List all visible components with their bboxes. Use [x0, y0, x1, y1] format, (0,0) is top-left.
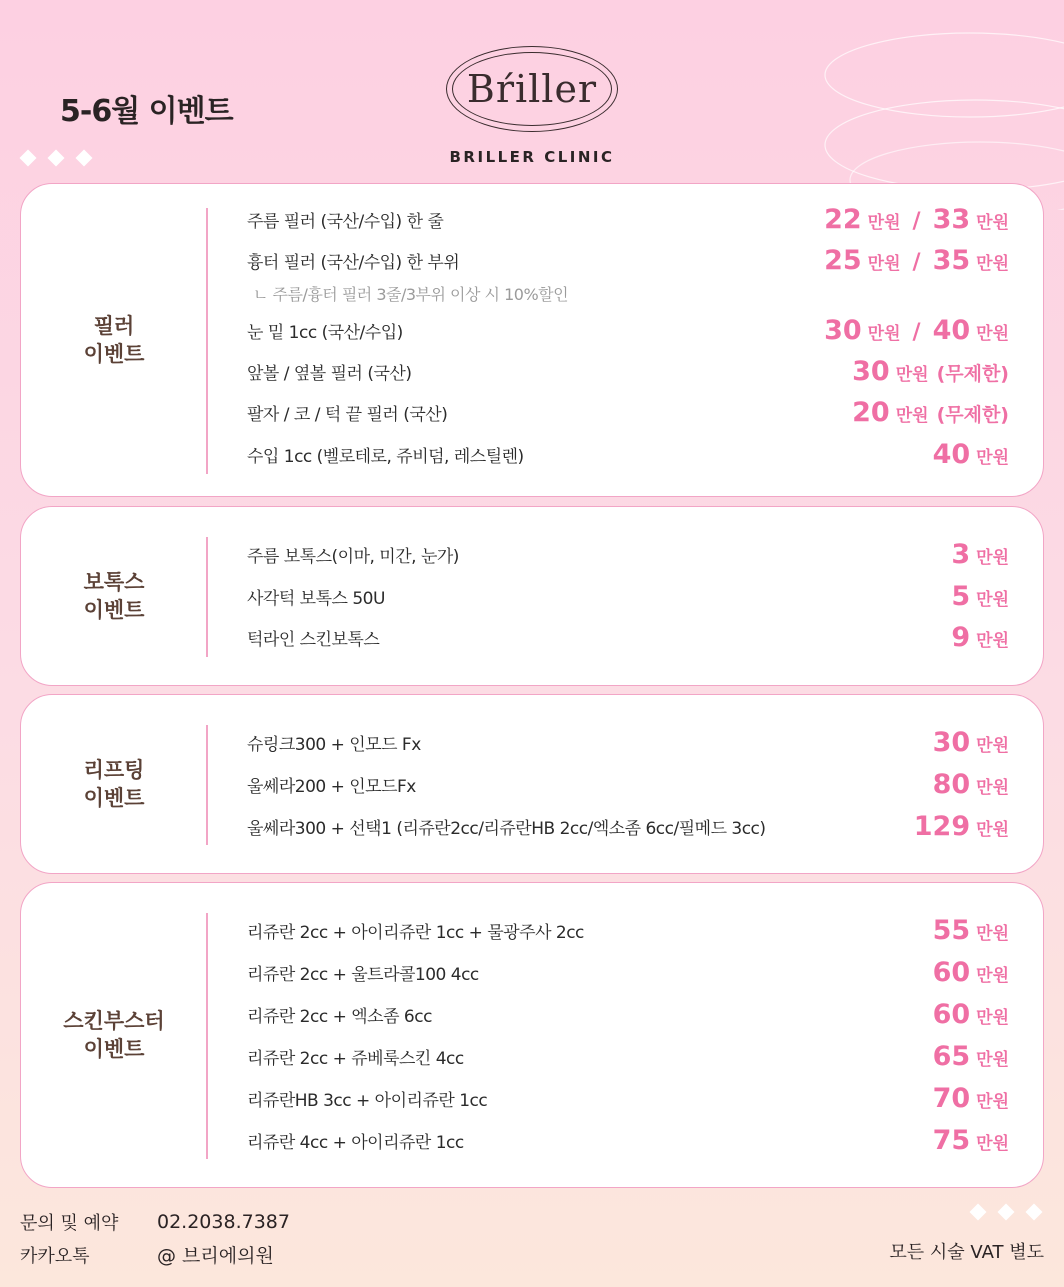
- price-value: 22: [824, 203, 862, 235]
- price-value: 5: [951, 580, 971, 612]
- price-row: [247, 769, 1009, 799]
- price-row: [247, 539, 1009, 569]
- price: [933, 727, 1009, 758]
- price-row: [247, 356, 1009, 386]
- price-unit: 만원: [976, 630, 1009, 651]
- price: [852, 356, 1009, 387]
- price-row: [247, 915, 1009, 945]
- price-value: 40: [932, 314, 971, 346]
- price: [933, 999, 1009, 1030]
- divider: [206, 537, 208, 657]
- price-row: [247, 1125, 1009, 1155]
- treatment-name: 주름 보톡스(이마, 미간, 눈가): [247, 546, 459, 567]
- treatment-name: 사각턱 보톡스 50U: [247, 588, 385, 609]
- price-unit: 만원: [976, 777, 1009, 798]
- diamond-icon: [970, 1204, 987, 1221]
- treatment-name: 팔자 / 코 / 턱 끝 필러 (국산): [247, 404, 448, 425]
- price: [933, 1041, 1009, 1072]
- price-row: [247, 245, 1009, 275]
- price: [933, 439, 1009, 470]
- section-label: [21, 756, 207, 812]
- price-separator: /: [912, 208, 921, 234]
- diamond-icon: [1026, 1204, 1043, 1221]
- section-label-line: 스킨부스터: [63, 1009, 165, 1033]
- divider: [206, 208, 208, 474]
- price-unit: 만원: [976, 735, 1009, 756]
- section-label: [21, 312, 207, 368]
- price-unit: 만원: [976, 547, 1009, 568]
- price-row: [247, 315, 1009, 345]
- logo-text: Bŕiller: [466, 67, 598, 111]
- price-value: 30: [852, 355, 890, 387]
- price-row: [247, 439, 1009, 469]
- price-row: [247, 727, 1009, 757]
- clinic-name: BRILLER CLINIC: [449, 148, 615, 166]
- price-row: [247, 957, 1009, 987]
- price-unit: 만원: [976, 923, 1009, 944]
- price: [914, 811, 1009, 842]
- event-card: [20, 882, 1044, 1188]
- price-row: [247, 622, 1009, 652]
- price: [824, 245, 1009, 276]
- treatment-name: 주름 필러 (국산/수입) 한 줄: [247, 211, 444, 232]
- event-card: [20, 694, 1044, 874]
- clinic-logo: [446, 46, 618, 132]
- section-label-line: 이벤트: [83, 342, 145, 366]
- price-value: 129: [913, 810, 971, 842]
- price-unit: 만원: [976, 1049, 1009, 1070]
- price-value: 33: [932, 203, 971, 235]
- price-unit: 만원: [976, 1133, 1009, 1154]
- contact-info: [20, 1205, 290, 1271]
- event-card: [20, 506, 1044, 686]
- price-unit: 만원: [867, 212, 901, 233]
- price: [951, 622, 1009, 653]
- treatment-name: 앞볼 / 옆볼 필러 (국산): [247, 363, 412, 384]
- kakao-label: 카카오톡: [20, 1245, 90, 1267]
- price: [852, 397, 1009, 428]
- price-value: 80: [932, 768, 971, 800]
- price-value: 3: [951, 538, 971, 570]
- price: [933, 957, 1009, 988]
- price-row: [247, 397, 1009, 427]
- price: [933, 1083, 1009, 1114]
- price-value: 20: [852, 396, 890, 428]
- price-unit: 만원: [976, 1091, 1009, 1112]
- price-unit: 만원: [867, 323, 901, 344]
- price-value: 35: [932, 244, 971, 276]
- diamond-icon: [998, 1204, 1015, 1221]
- price-row: [247, 204, 1009, 234]
- section-label-line: 이벤트: [83, 1037, 145, 1061]
- price-unit: 만원: [976, 965, 1009, 986]
- diamond-icon: [76, 150, 93, 167]
- price-unit: 만원: [976, 819, 1009, 840]
- section-label: [21, 568, 207, 624]
- price-extra: (무제한): [936, 362, 1009, 385]
- price-value: 9: [951, 621, 971, 653]
- treatment-name: 턱라인 스킨보톡스: [247, 629, 380, 650]
- decorative-rings: [800, 20, 1064, 210]
- discount-note: ㄴ 주름/흉터 필러 3줄/3부위 이상 시 10%할인: [253, 285, 569, 304]
- price-unit: 만원: [895, 405, 929, 426]
- page-title: 5-6월 이벤트: [60, 94, 233, 129]
- price-value: 60: [932, 998, 971, 1030]
- price: [824, 315, 1009, 346]
- section-label: [21, 1007, 207, 1063]
- price-unit: 만원: [976, 447, 1009, 468]
- price-unit: 만원: [976, 589, 1009, 610]
- treatment-name: 울쎄라200 + 인모드Fx: [247, 776, 416, 797]
- price-unit: 만원: [976, 212, 1009, 233]
- price-row: [247, 581, 1009, 611]
- treatment-name: 리쥬란 2cc + 쥬베룩스킨 4cc: [247, 1048, 464, 1069]
- price-unit: 만원: [976, 1007, 1009, 1028]
- price-row: [247, 1083, 1009, 1113]
- price-value: 30: [824, 314, 862, 346]
- treatment-name: 흉터 필러 (국산/수입) 한 부위: [247, 252, 460, 273]
- price-value: 25: [824, 244, 862, 276]
- price: [933, 915, 1009, 946]
- treatment-name: 리쥬란 2cc + 아이리쥬란 1cc + 물광주사 2cc: [247, 922, 584, 943]
- price-row: [247, 999, 1009, 1029]
- price-value: 65: [932, 1040, 971, 1072]
- diamond-decoration-right: [972, 1206, 1040, 1218]
- vat-note: 모든 시술 VAT 별도: [889, 1242, 1044, 1263]
- price-value: 30: [932, 726, 971, 758]
- price: [951, 581, 1009, 612]
- price-extra: (무제한): [936, 403, 1009, 426]
- price: [933, 769, 1009, 800]
- price-separator: /: [912, 319, 921, 345]
- treatment-name: 슈링크300 + 인모드 Fx: [247, 734, 421, 755]
- price-row: [247, 811, 1009, 841]
- treatment-name: 눈 밑 1cc (국산/수입): [247, 322, 403, 343]
- price: [951, 539, 1009, 570]
- diamond-decoration-left: [22, 152, 90, 164]
- logo-oval: [446, 46, 618, 132]
- treatment-name: 리쥬란 2cc + 엑소좀 6cc: [247, 1006, 432, 1027]
- price-value: 60: [932, 956, 971, 988]
- treatment-name: 리쥬란HB 3cc + 아이리쥬란 1cc: [247, 1090, 488, 1111]
- section-label-line: 이벤트: [83, 598, 145, 622]
- price-unit: 만원: [976, 323, 1009, 344]
- price-unit: 만원: [895, 364, 929, 385]
- event-card: [20, 183, 1044, 497]
- diamond-icon: [48, 150, 65, 167]
- divider: [206, 725, 208, 845]
- inquiry-label: 문의 및 예약: [20, 1212, 119, 1234]
- diamond-icon: [20, 150, 37, 167]
- price-unit: 만원: [976, 253, 1009, 274]
- section-label-line: 보톡스: [83, 570, 145, 594]
- price-row: [247, 1041, 1009, 1071]
- price-separator: /: [912, 249, 921, 275]
- treatment-name: 리쥬란 2cc + 울트라콜100 4cc: [247, 964, 479, 985]
- section-label-line: 이벤트: [83, 786, 145, 810]
- price-unit: 만원: [867, 253, 901, 274]
- treatment-name: 리쥬란 4cc + 아이리쥬란 1cc: [247, 1132, 464, 1153]
- price: [933, 1125, 1009, 1156]
- section-label-line: 리프팅: [83, 758, 145, 782]
- price-value: 75: [932, 1124, 971, 1156]
- section-label-line: 필러: [93, 314, 135, 338]
- divider: [206, 913, 208, 1159]
- price-value: 70: [932, 1082, 971, 1114]
- price-value: 40: [932, 438, 971, 470]
- price: [824, 204, 1009, 235]
- kakao-id[interactable]: @ 브리에의원: [157, 1245, 274, 1267]
- price-value: 55: [932, 914, 971, 946]
- treatment-name: 울쎄라300 + 선택1 (리쥬란2cc/리쥬란HB 2cc/엑소좀 6cc/필메드 3cc): [247, 818, 766, 839]
- treatment-name: 수입 1cc (벨로테로, 쥬비덤, 레스틸렌): [247, 446, 524, 467]
- phone-number[interactable]: 02.2038.7387: [157, 1210, 290, 1233]
